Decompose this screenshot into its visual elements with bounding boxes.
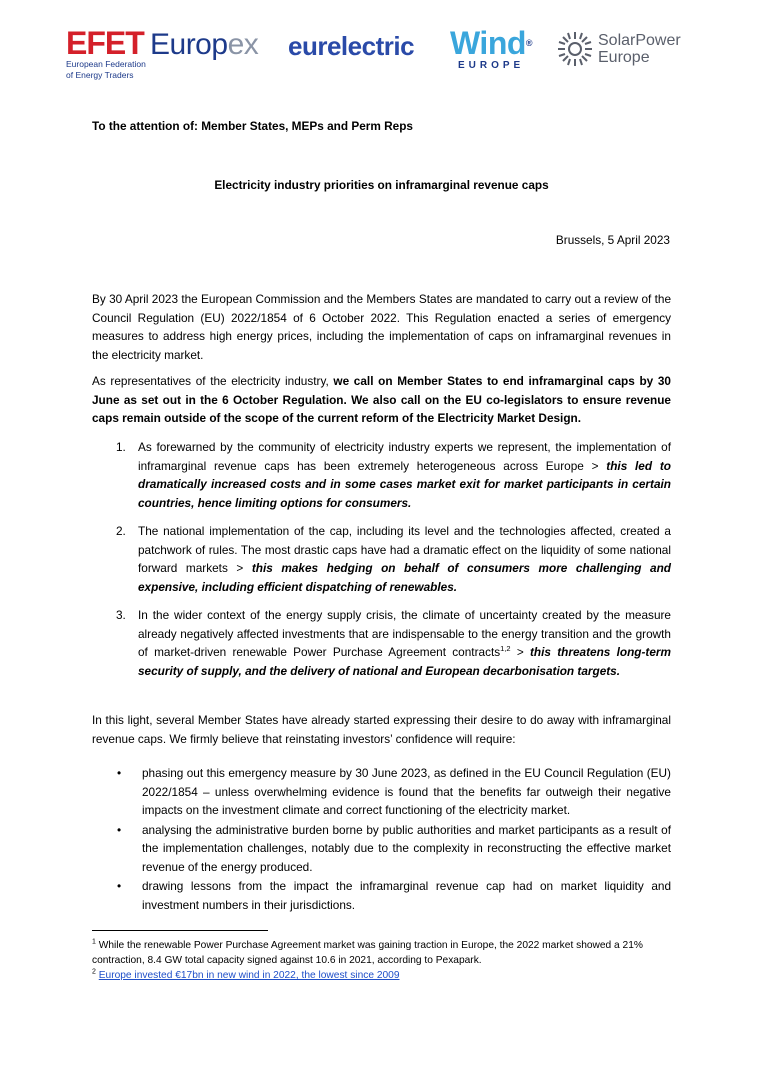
bullet-icon: • bbox=[117, 879, 122, 893]
windeurope-logo bbox=[450, 25, 533, 71]
requirements-intro: In this light, several Member States have already started expressing their desire to do away with inframarginal revenue caps. We firmly believe that reinstating investors’ confidence will require: bbox=[92, 713, 671, 746]
windeurope-logo-mark: Wind bbox=[450, 25, 526, 61]
footnote-1 bbox=[92, 938, 682, 968]
list-item bbox=[92, 764, 671, 820]
list-item bbox=[92, 821, 671, 877]
point-emphasis: this led to dramatically increased costs and in some cases market exit for market participants in certain countries, hence limiting options for consumers. bbox=[138, 458, 671, 510]
list-item bbox=[92, 606, 671, 680]
list-number: 2. bbox=[116, 524, 126, 538]
solarpower-logo-line1: SolarPower bbox=[598, 32, 681, 49]
footnote-text: While the renewable Power Purchase Agreement market was gaining traction in Europe, the 2022 market showed a 21% contraction, 8.4 GW total capacity signed against 10.6 in 2021, according to Pexapark. bbox=[92, 940, 643, 966]
requirements-list bbox=[92, 764, 671, 915]
call-lead: As representatives of the electricity industry, bbox=[92, 374, 334, 388]
registered-icon: ® bbox=[525, 38, 533, 48]
call-demand: we call on Member States to end inframarginal caps by 30 June as set out in the 6 October Regulation. We also call on the EU co-legislators to ensure revenue caps remain outside of the scope of the current reform of the Electricity Market Design. bbox=[92, 374, 671, 425]
point-emphasis: this threatens long-term security of supply, and the delivery of national and European decarbonisation targets. bbox=[138, 645, 671, 678]
bullet-text: drawing lessons from the impact the inframarginal revenue cap had on market liquidity and investment numbers in their jurisdictions. bbox=[142, 879, 671, 912]
bullet-text: phasing out this emergency measure by 30 June 2023, as defined in the EU Council Regulation (EU) 2022/1854 – unless overwhelming evidence is found that the benefits far outweigh their negative impacts on the investment climate and correct functioning of the electricity market. bbox=[142, 766, 671, 817]
footnote-reference[interactable]: 1,2 bbox=[500, 644, 511, 654]
list-number: 3. bbox=[116, 608, 126, 622]
place-date: Brussels, 5 April 2023 bbox=[555, 233, 670, 247]
sun-icon bbox=[556, 30, 594, 68]
list-number: 1. bbox=[116, 440, 126, 454]
europex-logo-main: Europ bbox=[150, 28, 228, 61]
footnotes bbox=[92, 938, 682, 983]
footnote-number: 2 bbox=[92, 968, 96, 976]
letter-subject: Electricity industry priorities on inframarginal revenue caps bbox=[214, 178, 549, 192]
numbered-points bbox=[92, 438, 671, 690]
bullet-icon: • bbox=[117, 766, 122, 780]
call-paragraph bbox=[92, 372, 671, 428]
footnote-link[interactable]: Europe invested €17bn in new wind in 2022, the lowest since 2009 bbox=[98, 970, 400, 981]
attention-line: To the attention of: Member States, MEPs and Perm Reps bbox=[92, 119, 413, 133]
efet-logo-subtitle-1: European Federation bbox=[66, 59, 146, 69]
intro-paragraph: By 30 April 2023 the European Commission and the Members States are mandated to carry out a review of the Council Regulation (EU) 2022/1854 of 6 October 2022. This Regulation enacted a series of emergency measures to address high energy prices, including the implementation of caps on inframarginal revenues in the electricity market. bbox=[92, 292, 671, 362]
europex-logo bbox=[150, 30, 258, 60]
point-text: In the wider context of the energy supply crisis, the climate of uncertainty created by the measure already negatively affected investments that are indispensable to the energy transition and the growth of market-driven renewable Power Purchase Agreement contracts bbox=[138, 608, 671, 659]
point-text: The national implementation of the cap, including its level and the technologies affected, created a patchwork of rules. The most drastic caps have had a dramatic effect on the liquidity of some national forward markets > bbox=[138, 524, 671, 575]
bullet-text: analysing the administrative burden borne by public authorities and market participants as a result of the implementation challenges, notably due to the complexity in reconstructing the effective market revenue of the energy produced. bbox=[142, 822, 671, 874]
solarpower-logo-line2: Europe bbox=[598, 49, 650, 66]
footnote-divider bbox=[92, 930, 268, 931]
efet-logo-subtitle-2: of Energy Traders bbox=[66, 70, 134, 80]
list-item bbox=[92, 522, 671, 596]
logo-strip bbox=[66, 25, 706, 84]
efet-logo bbox=[66, 25, 146, 80]
point-emphasis: this makes hedging on behalf of consumers more challenging and expensive, including efficient dispatching of renewables. bbox=[138, 561, 671, 594]
point-text-cont: > bbox=[510, 645, 530, 659]
europex-logo-accent: ex bbox=[227, 28, 259, 61]
list-item bbox=[92, 877, 671, 914]
windeurope-logo-sub: EUROPE bbox=[458, 60, 525, 71]
eurelectric-logo: eurelectric bbox=[288, 31, 415, 61]
list-item bbox=[92, 438, 671, 512]
footnote-number: 1 bbox=[92, 938, 96, 946]
bullet-icon: • bbox=[117, 822, 122, 837]
footnote-2 bbox=[92, 968, 682, 983]
point-text: As forewarned by the community of electricity industry experts we represent, the implementation of inframarginal revenue caps has been extremely heterogeneous across Europe > bbox=[138, 440, 671, 473]
efet-logo-mark: EFET bbox=[66, 25, 144, 61]
